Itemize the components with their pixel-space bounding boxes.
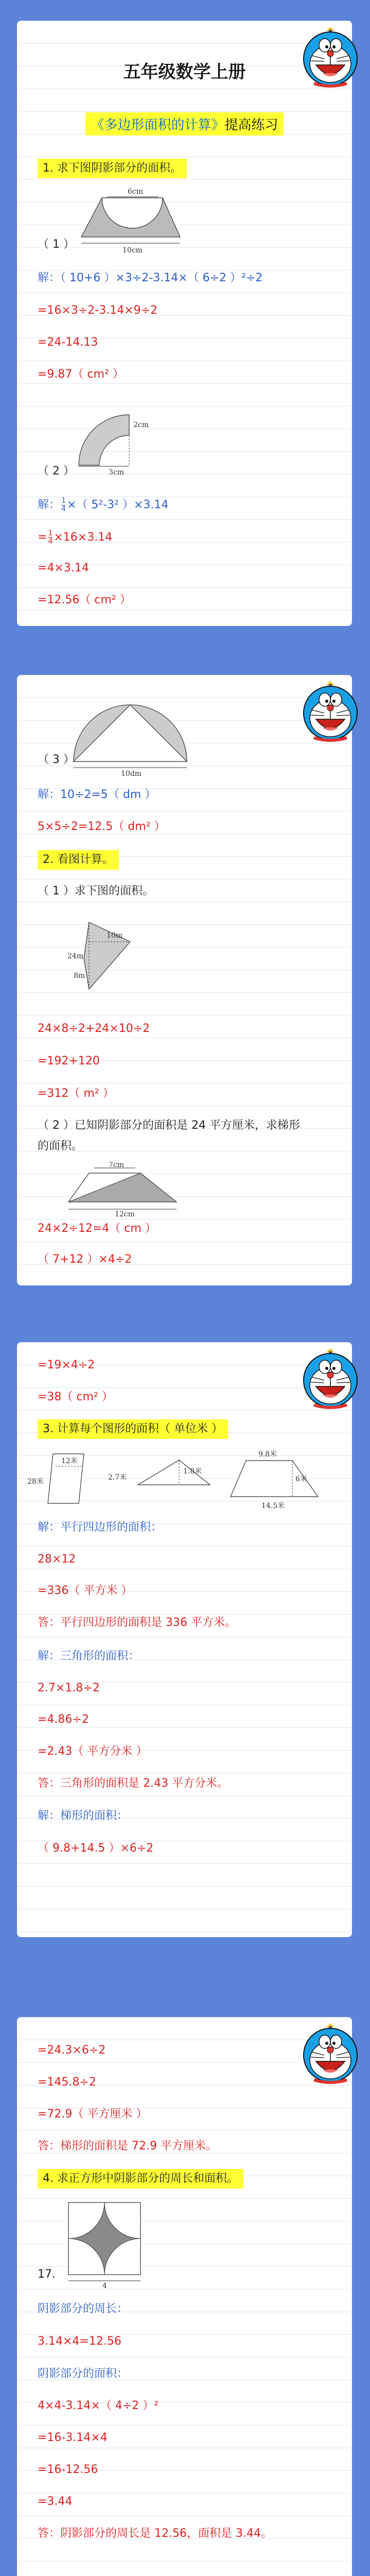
square-side-label: 4: [102, 2282, 107, 2290]
solution-2-line-4: =12.56（ cm² ）: [38, 594, 131, 606]
parallelogram-line-3: =336（ 平方米 ）: [38, 1584, 133, 1597]
trapezoid-line-2: （ 9.8+14.5 ）×6÷2: [38, 1842, 154, 1855]
solution-1-line-4: =9.87（ cm² ）: [38, 368, 124, 381]
trapezoid-answer: 答：梯形的面积是 72.9 平方厘米。: [38, 2140, 217, 2153]
figure-trapezoid-shaded: [58, 1162, 192, 1218]
area-line-2: 4×4-3.14×（ 4÷2 ）²: [38, 2399, 159, 2412]
triangle-line-3: =4.86÷2: [38, 1713, 89, 1726]
area-line-3: =16-3.14×4: [38, 2431, 108, 2444]
question-2-sub-2-line-1: （ 2 ）已知阴影部分的面积是 24 平方厘米，求梯形: [38, 1119, 300, 1132]
parallelogram-base-label: 28米: [27, 1478, 44, 1486]
triangle-line-2: 2.7×1.8÷2: [38, 1682, 100, 1694]
fig1-bottom-label: 10cm: [122, 246, 143, 255]
subtitle-topic: 《多边形面积的计算》: [91, 117, 225, 133]
fig1-top-label: 6cm: [128, 188, 144, 196]
doraemon-mascot-icon: [299, 680, 361, 742]
triangle-line-4: =2.43（ 平方分米 ）: [38, 1745, 148, 1758]
area-line-1: 阴影部分的面积：: [38, 2367, 129, 2380]
fig2-number: （ 2 ）: [38, 465, 75, 478]
fig3-base-label: 10dm: [121, 770, 142, 778]
area-line-5: =3.44: [38, 2495, 73, 2508]
fig5-bottom-label: 12cm: [115, 1210, 135, 1218]
solution-1-line-3: =24-14.13: [38, 336, 98, 349]
final-answer: 答：阴影部分的周长是 12.56，面积是 3.44。: [38, 2527, 272, 2540]
solution-1-line-2: =16×3÷2-3.14×9÷2: [38, 304, 158, 317]
doraemon-mascot-icon: [299, 2022, 361, 2084]
continued-line-1: =24.3×6÷2: [38, 2044, 106, 2057]
figure-kite: [63, 912, 177, 999]
question-1: 1. 求下图阴影部分的面积。: [38, 159, 187, 178]
solution-2-line-2: = $\frac{1}{4}$ ×16×3.14: [38, 529, 113, 546]
solution-4-line-2: =192+120: [38, 1055, 100, 1067]
perimeter-line-2: 3.14×4=12.56: [38, 2335, 121, 2348]
figure-trapezoid-semicircle: [66, 187, 220, 259]
parallelogram-height-label: 12米: [61, 1457, 78, 1465]
fig4-c-label: 8m: [74, 972, 85, 980]
figure-semicircle-triangle: [63, 701, 207, 778]
fraction-1-4: $\frac{1}{4}$: [61, 497, 66, 513]
trapezoid-bottom-label: 14.5米: [261, 1502, 285, 1510]
solution-4-line-3: =312（ m² ）: [38, 1087, 114, 1100]
card-4: [17, 2017, 352, 2576]
subtitle-suffix: 提高练习: [224, 117, 278, 133]
page-subtitle: [17, 112, 352, 135]
fig2-r2-label: 3cm: [109, 468, 125, 477]
figure-triangle: [107, 1453, 215, 1494]
doraemon-mascot-icon: [299, 1347, 361, 1409]
figure-quarter-ring: [68, 404, 171, 477]
solution-3-line-2: 5×5÷2=12.5（ dm² ）: [38, 820, 166, 833]
solution-4-line-1: 24×8÷2+24×10÷2: [38, 1022, 150, 1035]
question-3: 3. 计算每个图形的面积（ 单位米 ）: [38, 1419, 228, 1439]
triangle-base-label: 2.7米: [108, 1473, 127, 1482]
parallelogram-line-1: 解：平行四边形的面积：: [38, 1521, 163, 1534]
figure-trapezoid: [225, 1445, 328, 1512]
figure-square-astroid: [63, 2197, 151, 2290]
question-2: 2. 看图计算。: [38, 850, 119, 870]
triangle-height-label: 1.8米: [183, 1467, 202, 1476]
solution-2-line-1: 解： $\frac{1}{4}$ ×（ 5²-3² ）×3.14: [38, 497, 169, 513]
solution-3-line-1: 解：10÷2=5（ dm ）: [38, 788, 156, 801]
figure-parallelogram: [27, 1448, 99, 1510]
fig3-number: （ 3 ）: [38, 753, 75, 766]
triangle-line-1: 解：三角形的面积：: [38, 1650, 140, 1663]
trapezoid-top-label: 9.8米: [258, 1450, 277, 1459]
question-4: 4. 求正方形中阴影部分的周长和面积。: [38, 2169, 243, 2189]
question-2-sub-1: （ 1 ）求下图的面积。: [38, 885, 154, 897]
parallelogram-line-2: 28×12: [38, 1553, 76, 1566]
fig2-r1-label: 2cm: [133, 421, 149, 429]
card-3: [17, 1342, 352, 1937]
area-line-4: =16-12.56: [38, 2463, 98, 2476]
parallelogram-answer: 答：平行四边形的面积是 336 平方米。: [38, 1616, 236, 1629]
continued-line-3: =72.9（ 平方厘米 ）: [38, 2108, 148, 2121]
continued-line-1: =19×4÷2: [38, 1359, 95, 1371]
triangle-answer: 答：三角形的面积是 2.43 平方分米。: [38, 1777, 228, 1790]
fig1-number: （ 1 ）: [38, 238, 75, 251]
page-title: 五年级数学上册: [123, 62, 246, 82]
fig5-top-label: 7cm: [109, 1162, 125, 1169]
question-2-sub-2-line-2: 的面积。: [38, 1140, 83, 1153]
solution-1-line-1: 解：（ 10+6 ）×3÷2-3.14×（ 6÷2 ）²÷2: [38, 272, 263, 284]
card-1: [17, 21, 352, 626]
solution-5-line-2: （ 7+12 ）×4÷2: [38, 1253, 132, 1266]
fig4-b-label: 10m: [107, 931, 123, 940]
figure-17-number: 17.: [38, 2268, 56, 2281]
perimeter-line-1: 阴影部分的周长：: [38, 2302, 129, 2315]
continued-line-2: =38（ cm² ）: [38, 1391, 113, 1403]
fig4-a-label: 24m: [67, 952, 84, 960]
solution-2-line-3: =4×3.14: [38, 562, 89, 574]
card-2: [17, 675, 352, 1285]
trapezoid-height-label: 6米: [295, 1475, 307, 1483]
trapezoid-line-1: 解：梯形的面积：: [38, 1809, 129, 1822]
solution-5-line-1: 24×2÷12=4（ cm ）: [38, 1222, 156, 1235]
continued-line-2: =145.8÷2: [38, 2076, 96, 2089]
